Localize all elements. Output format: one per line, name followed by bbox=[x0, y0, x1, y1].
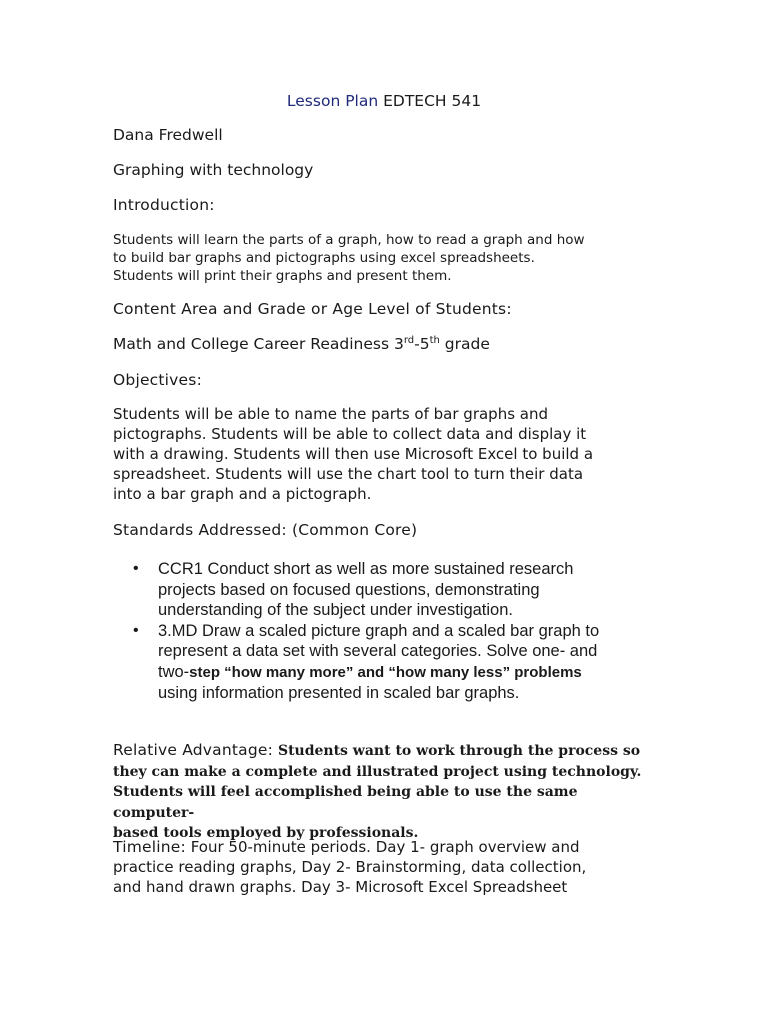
standard-item-3md bbox=[158, 621, 678, 704]
timeline-line: practice reading graphs, Day 2- Brainstorming, data collection, bbox=[113, 858, 587, 876]
relative-advantage-line: Students want to work through the process so bbox=[273, 743, 641, 759]
introduction-line: Students will print their graphs and present them. bbox=[113, 268, 452, 284]
relative-advantage-line: Students will feel accomplished being able to use the same computer- bbox=[113, 784, 578, 821]
content-area-text bbox=[113, 335, 653, 353]
standard-line: projects based on focused questions, demonstrating bbox=[158, 580, 540, 599]
content-area-text-b: -5 bbox=[414, 335, 430, 354]
timeline-line: Four 50-minute periods. Day 1- graph overview and bbox=[185, 838, 580, 856]
title-accent: Lesson Plan bbox=[286, 92, 379, 110]
timeline-section bbox=[113, 837, 653, 897]
objectives-text bbox=[113, 404, 653, 504]
standard-line: using information presented in scaled bar graphs. bbox=[158, 684, 520, 702]
content-area-text-c: grade bbox=[439, 335, 490, 354]
standard-line-bold: step “how many more” and “how many less” problems bbox=[189, 663, 582, 681]
objectives-line: pictographs. Students will be able to collect data and display it bbox=[113, 425, 587, 443]
content-area-sup-a: rd bbox=[403, 335, 415, 346]
relative-advantage-line: they can make a complete and illustrated project using technology. bbox=[113, 763, 642, 780]
standard-line: represent a data set with several categories. Solve one- and bbox=[158, 642, 598, 660]
objectives-line: with a drawing. Students will then use Microsoft Excel to build a bbox=[113, 445, 594, 463]
standard-line: • CCR1 Conduct short as well as more sustained research bbox=[158, 560, 574, 578]
objectives-heading: Objectives: bbox=[113, 371, 202, 389]
document-title bbox=[0, 92, 768, 110]
author-name: Dana Fredwell bbox=[113, 126, 223, 144]
introduction-line: Students will learn the parts of a graph, how to read a graph and how bbox=[113, 232, 585, 248]
relative-advantage-line: based tools employed by professionals. bbox=[113, 825, 419, 841]
standard-item-ccr1 bbox=[158, 559, 678, 621]
content-area-heading: Content Area and Grade or Age Level of Students: bbox=[113, 300, 512, 318]
introduction-line: to build bar graphs and pictographs using excel spreadsheets. bbox=[113, 250, 535, 266]
standard-line bbox=[158, 662, 678, 684]
content-area-sup-b: th bbox=[429, 335, 440, 346]
standards-heading: Standards Addressed: (Common Core) bbox=[113, 521, 418, 539]
introduction-heading: Introduction: bbox=[113, 196, 215, 214]
relative-advantage-label: Relative Advantage: bbox=[113, 741, 274, 759]
objectives-line: spreadsheet. Students will use the chart tool to turn their data bbox=[113, 465, 584, 483]
relative-advantage-section bbox=[113, 740, 658, 844]
objectives-line: Students will be able to name the parts of bar graphs and bbox=[113, 405, 549, 423]
content-area-text-a: Math and College Career Readiness 3 bbox=[113, 335, 404, 354]
standard-line-plain: two- bbox=[158, 662, 190, 681]
timeline-line: and hand drawn graphs. Day 3- Microsoft Excel Spreadsheet bbox=[113, 878, 568, 896]
introduction-text bbox=[113, 231, 653, 285]
standard-line: • 3.MD Draw a scaled picture graph and a scaled bar graph to bbox=[158, 621, 600, 640]
standards-list bbox=[113, 559, 678, 704]
timeline-label: Timeline: bbox=[113, 838, 186, 856]
title-course: EDTECH 541 bbox=[378, 92, 482, 110]
lesson-subtitle: Graphing with technology bbox=[113, 161, 314, 179]
objectives-line: into a bar graph and a pictograph. bbox=[113, 485, 372, 503]
standard-line: understanding of the subject under investigation. bbox=[158, 601, 513, 619]
